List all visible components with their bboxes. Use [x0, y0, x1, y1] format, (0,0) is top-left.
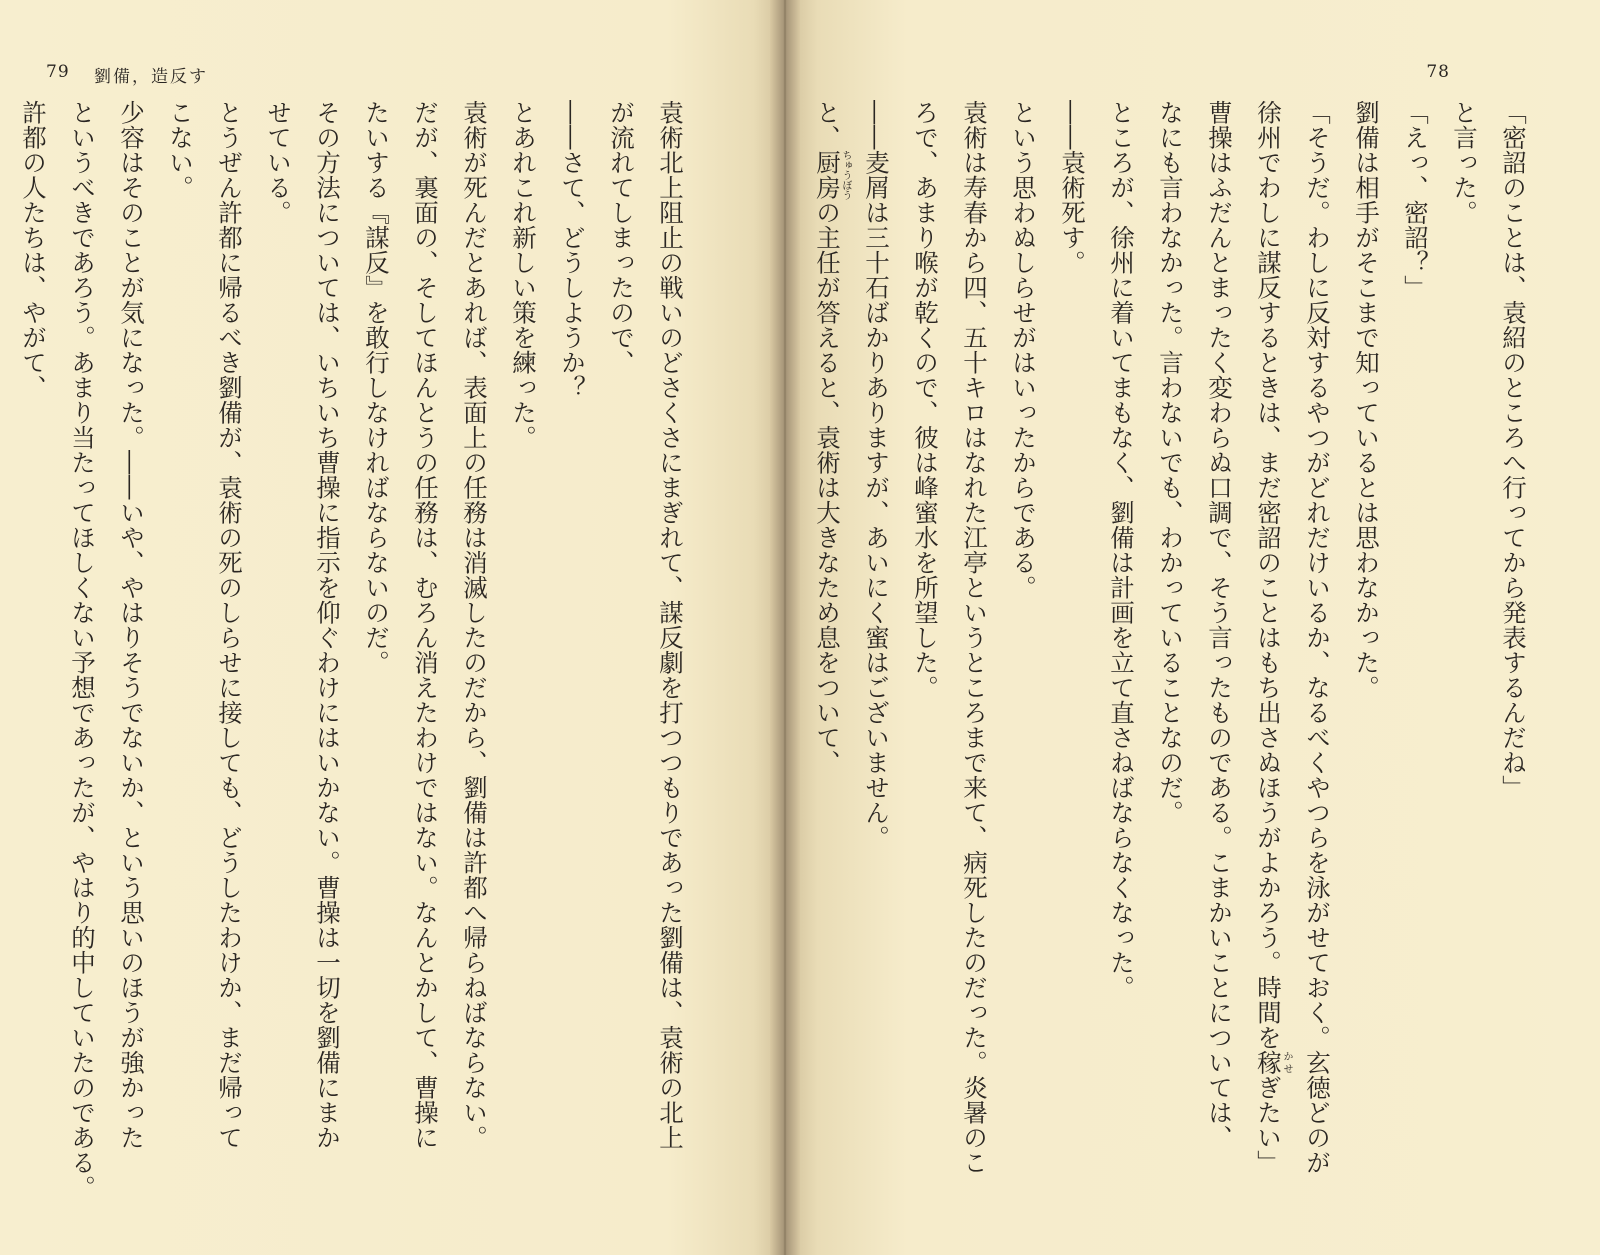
text-line: ――袁術死す。 [1058, 100, 1087, 275]
left-page [0, 0, 785, 1255]
ruby-text: 稼かせ [1254, 1050, 1292, 1075]
text-line: ――さて、どうしようか？ [558, 100, 587, 400]
text-line: その方法については、いちいち曹操に指示を仰ぐわけにはいかない。曹操は一切を劉備にまか [313, 100, 342, 1150]
text-line: 徐州でわしに謀反するときは、まだ密詔のことはもち出さぬほうがよかろう。時間を稼かせぎたい」 [1254, 100, 1292, 1175]
text-line: 袁術北上阻止の戦いのどさくさにまぎれて、謀反劇を打つつもりであった劉備は、袁術の北上 [656, 100, 685, 1150]
text-line [0, 100, 9, 1200]
text-line: 曹操はふだんとまったく変わらぬ口調で、そう言ったものである。こまかいことについては、 [1205, 100, 1234, 1150]
text-line: と、厨房ちゅうぼうの主任が答えると、袁術は大きなため息をついて、 [813, 100, 851, 775]
text-line: が流れてしまったので、 [607, 100, 636, 375]
text-line: ろで、あまり喉が乾くので、彼は峰蜜水を所望した。 [911, 100, 940, 700]
right-page-text [705, 100, 1538, 1175]
text-line: と言った。 [1450, 100, 1479, 225]
text-line: 許都の人たちは、やがて、 [19, 100, 48, 400]
text-line: 「えっ、密詔？」 [1401, 100, 1430, 300]
text-line: という思わぬしらせがはいったからである。 [1009, 100, 1038, 600]
page-number-right: 78 [1426, 62, 1450, 82]
text-line: 袁術は寿春から四、五十キロはなれた江亭というところまで来て、病死したのだった。炎暑のこ [960, 100, 989, 1175]
text-line: 劉備は相手がそこまで知っているとは思わなかった。 [1352, 100, 1381, 700]
text-line: なにも言わなかった。言わないでも、わかっていることなのだ。 [1156, 100, 1185, 825]
page-number-left: 79 [46, 62, 70, 82]
book-gutter [770, 0, 800, 1255]
running-head: 劉備，造反す [94, 67, 208, 87]
text-line: こない。 [166, 100, 195, 200]
text-line: とうぜん許都に帰るべき劉備が、袁術の死のしらせに接しても、どうしたわけか、まだ帰って [215, 100, 244, 1150]
ruby-text: 厨房ちゅうぼう [813, 150, 851, 200]
text-line: だが、裏面の、そしてほんとうの任務は、むろん消えたわけではない。なんとかして、曹操に [411, 100, 440, 1150]
text-line: というべきであろう。あまり当たってほしくない予想であったが、やはり的中していたのである。 [68, 100, 97, 1200]
text-line: 「そうだ。わしに反対するやつがどれだけいるか、なるべくやつらを泳がせておく。玄徳どのが [1303, 100, 1332, 1175]
text-line: せている。 [264, 100, 293, 225]
text-line: 袁術が死んだとあれば、表面上の任務は消滅したのだから、劉備は許都へ帰らねばならない。 [460, 100, 489, 1150]
right-page [785, 0, 1600, 1255]
text-line: たいする『謀反』を敢行しなければならないのだ。 [362, 100, 391, 675]
text-line: ところが、徐州に着いてまもなく、劉備は計画を立て直さねばならなくなった。 [1107, 100, 1136, 1000]
text-line: 少容はそのことが気になった。――いや、やはりそうでないか、という思いのほうが強かった [117, 100, 146, 1150]
text-line: ――麦屑は三十石ばかりありますが、あいにく蜜はございません。 [862, 100, 891, 850]
text-line: とあれこれ新しい策を練った。 [509, 100, 538, 450]
left-page-text [0, 100, 695, 1200]
text-line: 「密詔のことは、袁紹のところへ行ってから発表するんだね」 [1499, 100, 1528, 800]
